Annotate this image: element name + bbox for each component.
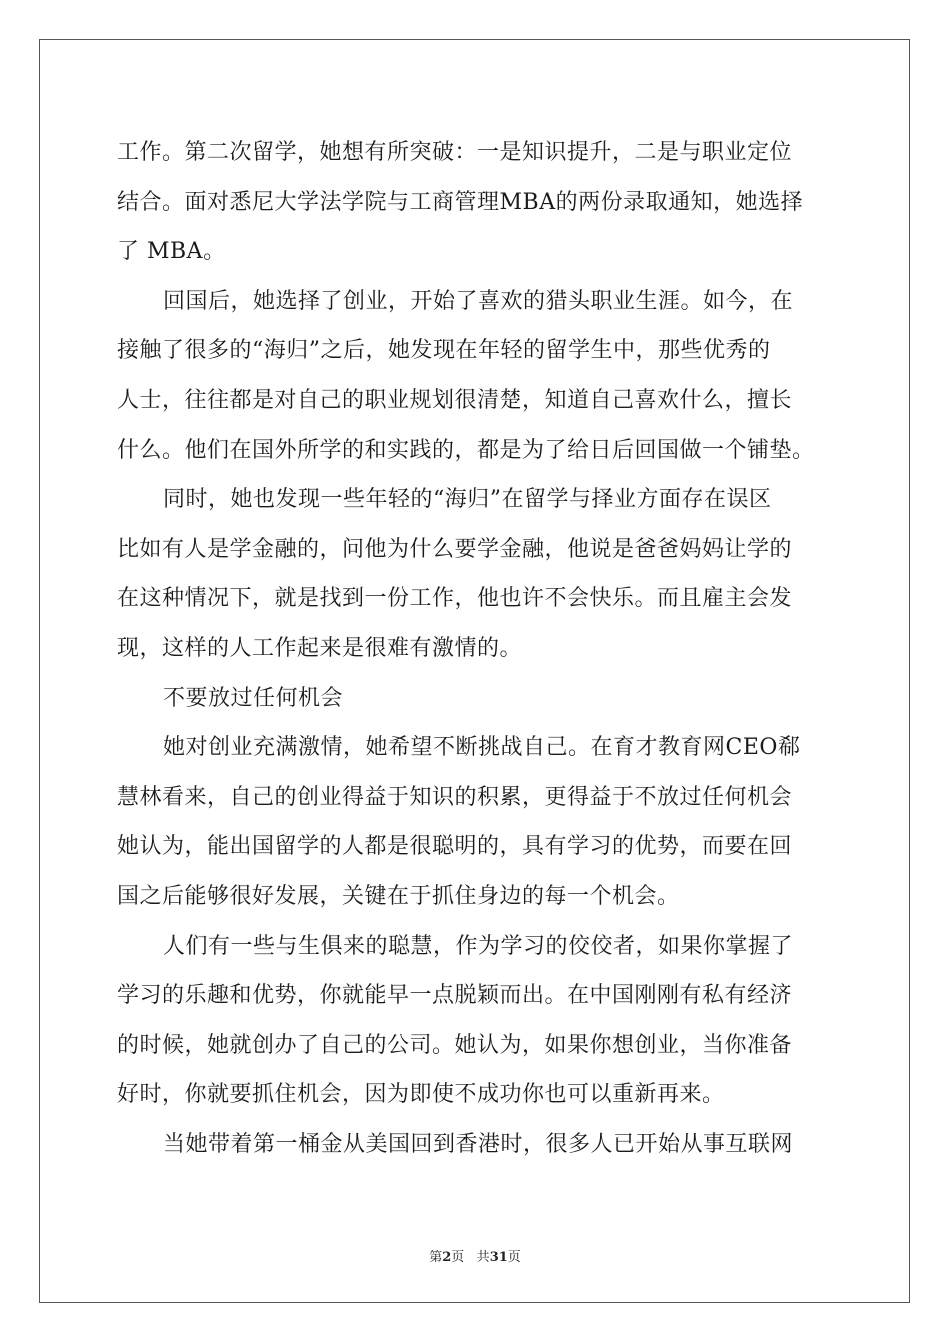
page-prefix: 第 (429, 1250, 443, 1265)
text-line: 现，这样的人工作起来是很难有激情的。 (117, 635, 523, 661)
total-suffix: 页 (507, 1250, 521, 1265)
page-number: 2 (442, 1250, 452, 1265)
total-prefix: 共 (476, 1250, 490, 1265)
text-line: 她认为，能出国留学的人都是很聪明的，具有学习的优势，而要在回 (117, 834, 793, 860)
text-line: 的时候，她就创办了自己的公司。她认为，如果你想创业，当你准备 (117, 1032, 793, 1058)
paragraph-start-line: 同时，她也发现一些年轻的“海归”在留学与择业方面存在误区 (163, 487, 772, 513)
text-line: 人士，往往都是对自己的职业规划很清楚，知道自己喜欢什么，擅长 (117, 387, 793, 413)
paragraph-start-line: 当她带着第一桶金从美国回到香港时，很多人已开始从事互联网 (163, 1131, 794, 1157)
text-line: 在这种情况下，就是找到一份工作，他也许不会快乐。而且雇主会发 (117, 586, 793, 612)
text-line: 慧林看来，自己的创业得益于知识的积累，更得益于不放过任何机会 (117, 784, 793, 810)
text-line: 了 MBA。 (117, 239, 226, 265)
text-line: 结合。面对悉尼大学法学院与工商管理MBA的两份录取通知，她选择 (117, 189, 804, 215)
text-line: 比如有人是学金融的，问他为什么要学金融，他说是爸爸妈妈让学的 (117, 536, 793, 562)
text-line: 工作。第二次留学，她想有所突破：一是知识提升，二是与职业定位 (117, 140, 793, 165)
paragraph-start-line: 人们有一些与生俱来的聪慧，作为学习的佼佼者，如果你掌握了 (163, 933, 794, 959)
paragraph-start-line: 回国后，她选择了创业，开始了喜欢的猎头职业生涯。如今，在 (163, 288, 794, 314)
document-body (117, 128, 837, 1169)
text-line: 什么。他们在国外所学的和实践的，都是为了给日后回国做一个铺垫。 (117, 437, 815, 463)
total-pages: 31 (489, 1250, 508, 1265)
paragraph-start-line: 她对创业充满激情，她希望不断挑战自己。在育才教育网CEO郗 (163, 735, 801, 761)
text-line: 学习的乐趣和优势，你就能早一点脱颖而出。在中国刚刚有私有经济 (117, 983, 793, 1009)
text-line: 接触了很多的“海归”之后，她发现在年轻的留学生中，那些优秀的 (117, 338, 771, 364)
page-suffix: 页 (451, 1250, 465, 1265)
text-line: 国之后能够很好发展，关键在于抓住身边的每一个机会。 (117, 883, 680, 909)
page-footer (0, 1246, 950, 1265)
text-line: 好时，你就要抓住机会，因为即使不成功你也可以重新再来。 (117, 1082, 725, 1108)
section-heading: 不要放过任何机会 (163, 685, 344, 711)
